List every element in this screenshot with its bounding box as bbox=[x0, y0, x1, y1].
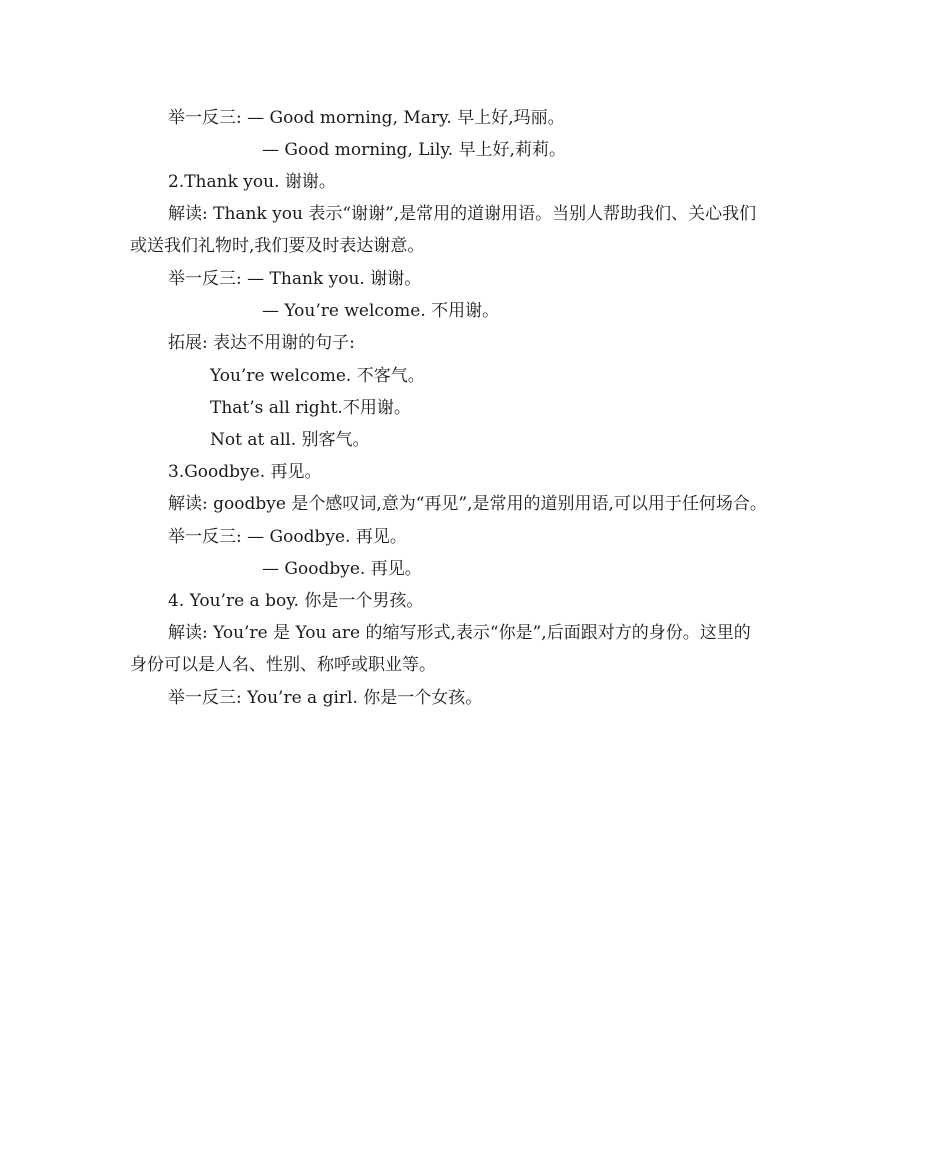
explanation-line: 解读: goodbye 是个感叹词,意为“再见”,是常用的道别用语,可以用于任何场合。 bbox=[168, 494, 767, 514]
extension-heading: 拓展: 表达不用谢的句子: bbox=[168, 333, 355, 353]
example-reply-line: — Good morning, Lily. 早上好,莉莉。 bbox=[262, 140, 566, 160]
example-line: 举一反三: — Goodbye. 再见。 bbox=[168, 527, 407, 547]
extension-item: Not at all. 别客气。 bbox=[210, 430, 370, 450]
explanation-continuation: 或送我们礼物时,我们要及时表达谢意。 bbox=[130, 236, 425, 256]
explanation-line: 解读: Thank you 表示“谢谢”,是常用的道谢用语。当别人帮助我们、关心我们 bbox=[168, 204, 757, 224]
explanation-line: 解读: You’re 是 You are 的缩写形式,表示“你是”,后面跟对方的身份。这里的 bbox=[168, 623, 751, 643]
example-line: 举一反三: — Good morning, Mary. 早上好,玛丽。 bbox=[168, 108, 565, 128]
item-heading: 2.Thank you. 谢谢。 bbox=[168, 172, 336, 192]
example-reply-line: — Goodbye. 再见。 bbox=[262, 559, 422, 579]
example-line: 举一反三: You’re a girl. 你是一个女孩。 bbox=[168, 688, 483, 708]
example-line: 举一反三: — Thank you. 谢谢。 bbox=[168, 269, 422, 289]
item-heading: 4. You’re a boy. 你是一个男孩。 bbox=[168, 591, 424, 611]
item-heading: 3.Goodbye. 再见。 bbox=[168, 462, 322, 482]
explanation-continuation: 身份可以是人名、性别、称呼或职业等。 bbox=[130, 655, 436, 675]
example-reply-line: — You’re welcome. 不用谢。 bbox=[262, 301, 500, 321]
extension-item: That’s all right.不用谢。 bbox=[210, 398, 411, 418]
extension-item: You’re welcome. 不客气。 bbox=[210, 366, 425, 386]
